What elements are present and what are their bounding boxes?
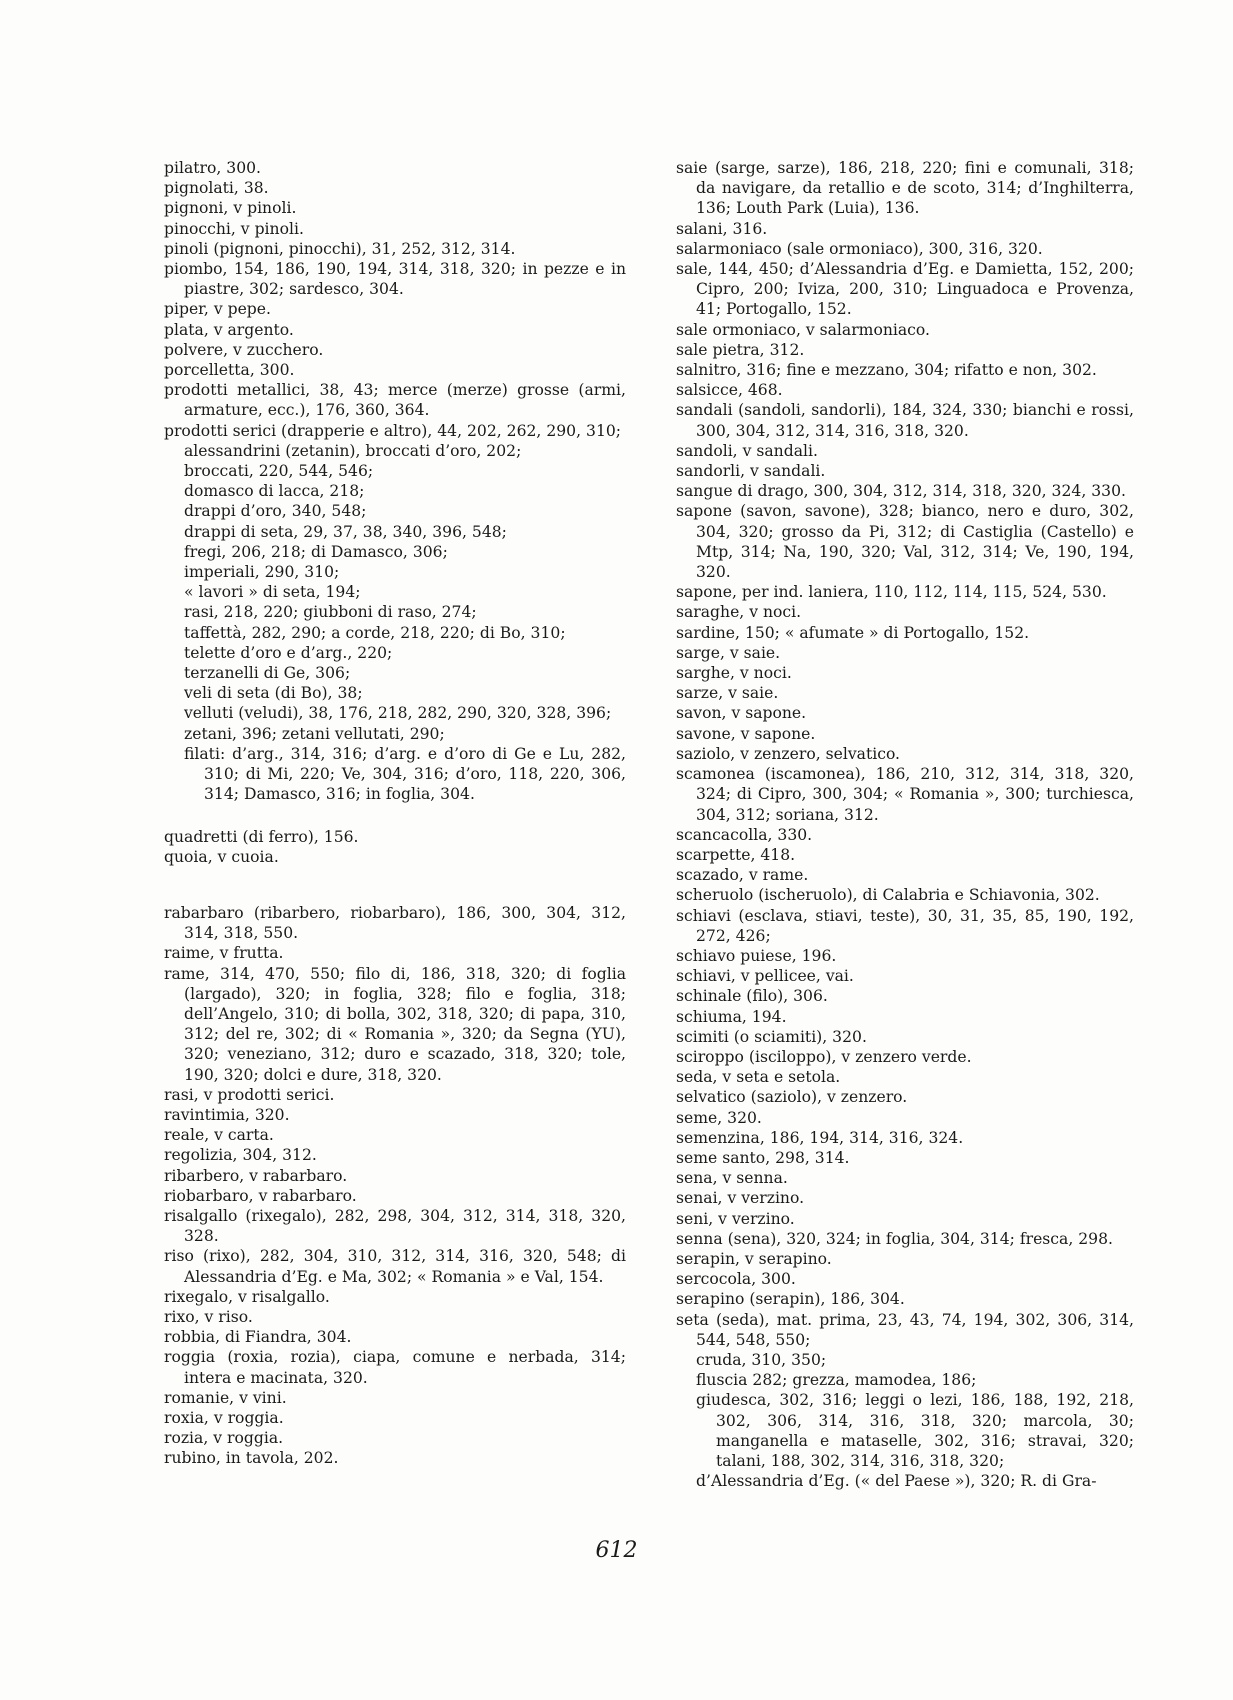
index-entry: seme santo, 298, 314. (676, 1148, 850, 1167)
index-entry: roxia, v roggia. (164, 1408, 284, 1427)
index-subentry: drappi d’oro, 340, 548; (184, 502, 367, 521)
index-entry: savone, v sapone. (676, 724, 816, 743)
index-entry: rasi, v prodotti serici. (164, 1085, 335, 1104)
index-subentry: terzanelli di Ge, 306; (184, 664, 351, 683)
index-subentry: fregi, 206, 218; di Damasco, 306; (184, 542, 448, 561)
index-entry: salnitro, 316; fine e mezzano, 304; rifatto e non, 302. (676, 361, 1097, 380)
index-entry: sale pietra, 312. (676, 340, 805, 359)
index-entry: serapin, v serapino. (676, 1249, 832, 1268)
index-entry: piper, v pepe. (164, 300, 271, 319)
index-entry: sale, 144, 450; d’Alessandria d’Eg. e Damietta, 152, 200; Cipro, 200; Iviza, 200, 310; Linguadoca e Provenza, 41; Portogallo, 152. (676, 260, 1134, 319)
left-column (164, 158, 626, 1469)
index-entry: senna (sena), 320, 324; in foglia, 304, 314; fresca, 298. (676, 1229, 1113, 1248)
index-entry: sapone (savon, savone), 328; bianco, nero e duro, 302, 304, 320; grosso da Pi, 312; di Castiglia (Castello) e Mtp, 314; Na, 190, 320; Val, 312, 314; Ve, 190, 194, 320. (676, 502, 1134, 582)
index-entry: quadretti (di ferro), 156. (164, 827, 359, 846)
index-entry: ravintimia, 320. (164, 1105, 290, 1124)
index-entry: rame, 314, 470, 550; filo di, 186, 318, 320; di foglia (largado), 320; in foglia, 328; filo e foglia, 318; dell’Angelo, 310; di bolla, 302, 318, 320; di papa, 310, 312; del re, 302; di « Romania », 320; da Segna (YU), 320; veneziano, 312; duro e scazado, 318, 320; tole, 190, 320; dolci e dure, 318, 320. (164, 964, 626, 1084)
index-subentry: telette d’oro e d’arg., 220; (184, 643, 393, 662)
index-entry: scancacolla, 330. (676, 825, 813, 844)
index-entry: regolizia, 304, 312. (164, 1146, 317, 1165)
index-entry: prodotti serici (drapperie e altro), 44, 202, 262, 290, 310; (164, 421, 622, 440)
index-entry: riso (rixo), 282, 304, 310, 312, 314, 316, 320, 548; di Alessandria d’Eg. e Ma, 302; « Romania » e Val, 154. (164, 1247, 626, 1286)
index-entry: rabarbaro (ribarbero, riobarbaro), 186, 300, 304, 312, 314, 318, 550. (164, 903, 626, 943)
index-entry: roggia (roxia, rozia), ciapa, comune e nerbada, 314; intera e macinata, 320. (164, 1348, 626, 1387)
index-entry: sarge, v saie. (676, 643, 781, 662)
index-entry: plata, v argento. (164, 320, 294, 339)
index-entry: prodotti metallici, 38, 43; merce (merze) grosse (armi, armature, ecc.), 176, 360, 364. (164, 381, 626, 420)
index-entry: sarghe, v noci. (676, 664, 792, 683)
index-entry: schiavo puiese, 196. (676, 946, 837, 965)
index-entry: sangue di drago, 300, 304, 312, 314, 318, 320, 324, 330. (676, 482, 1126, 501)
index-subentry: veli di seta (di Bo), 38; (184, 684, 363, 703)
index-entry: porcelletta, 300. (164, 361, 295, 380)
index-entry: seme, 320. (676, 1108, 762, 1127)
index-entry: sale ormoniaco, v salarmoniaco. (676, 320, 930, 339)
index-entry: sardine, 150; « afumate » di Portogallo, 152. (676, 623, 1030, 642)
index-entry: sena, v senna. (676, 1169, 788, 1188)
index-subentry: broccati, 220, 544, 546; (184, 462, 374, 481)
index-entry: scheruolo (ischeruolo), di Calabria e Schiavonia, 302. (676, 886, 1100, 905)
index-entry: sarze, v saie. (676, 684, 779, 703)
index-entry: rixo, v riso. (164, 1307, 253, 1326)
right-column (676, 158, 1134, 1491)
index-subentry: cruda, 310, 350; (696, 1350, 827, 1369)
index-entry: sapone, per ind. laniera, 110, 112, 114, 115, 524, 530. (676, 583, 1107, 602)
index-entry: selvatico (saziolo), v zenzero. (676, 1088, 908, 1107)
index-entry: schinale (filo), 306. (676, 987, 828, 1006)
index-entry: sercocola, 300. (676, 1270, 796, 1289)
index-entry: pignolati, 38. (164, 179, 269, 198)
index-entry: salsicce, 468. (676, 381, 783, 400)
index-entry: senai, v verzino. (676, 1189, 805, 1208)
index-subentry: giudesca, 302, 316; leggi o lezi, 186, 188, 192, 218, 302, 306, 314, 316, 318, 320; marcola, 30; manganella e mataselle, 302, 316; stravai, 320; talani, 188, 302, 314, 316, 318, 320; (696, 1391, 1134, 1470)
page-number: 612 (595, 1538, 638, 1563)
index-entry: piombo, 154, 186, 190, 194, 314, 318, 320; in pezze e in piastre, 302; sardesco, 304. (164, 260, 626, 299)
index-subentry: drappi di seta, 29, 37, 38, 340, 396, 548; (184, 522, 507, 541)
index-entry: raime, v frutta. (164, 944, 284, 963)
index-entry: semenzina, 186, 194, 314, 316, 324. (676, 1128, 964, 1147)
index-entry: pignoni, v pinoli. (164, 199, 297, 218)
index-entry: rubino, in tavola, 202. (164, 1449, 339, 1468)
index-entry: romanie, v vini. (164, 1388, 287, 1407)
index-entry: scazado, v rame. (676, 866, 809, 885)
index-subentry: domasco di lacca, 218; (184, 482, 365, 501)
index-entry: scamonea (iscamonea), 186, 210, 312, 314, 318, 320, 324; di Cipro, 300, 304; « Romania », 300; turchiesca, 304, 312; soriana, 312. (676, 765, 1134, 824)
index-entry: ribarbero, v rabarbaro. (164, 1166, 348, 1185)
index-entry: schiuma, 194. (676, 1007, 787, 1026)
index-entry: schiavi, v pellicee, vai. (676, 967, 854, 986)
index-entry: saie (sarge, sarze), 186, 218, 220; fini e comunali, 318; da navigare, da retallio e de scoto, 314; d’Inghilterra, 136; Louth Park (Luia), 136. (676, 159, 1134, 218)
index-entry: sandorli, v sandali. (676, 462, 826, 481)
index-entry: quoia, v cuoia. (164, 847, 279, 866)
index-subentry: imperiali, 290, 310; (184, 563, 340, 582)
index-entry: sciroppo (isciloppo), v zenzero verde. (676, 1047, 972, 1066)
index-entry: risalgallo (rixegalo), 282, 298, 304, 312, 314, 318, 320, 328. (164, 1206, 626, 1246)
index-entry: pinoli (pignoni, pinocchi), 31, 252, 312, 314. (164, 239, 516, 258)
index-entry: sandali (sandoli, sandorli), 184, 324, 330; bianchi e rossi, 300, 304, 312, 314, 316, 318, 320. (676, 401, 1134, 440)
index-subentry: zetani, 396; zetani vellutati, 290; (184, 724, 445, 743)
index-entry: scarpette, 418. (676, 845, 796, 864)
index-entry: pinocchi, v pinoli. (164, 219, 304, 238)
index-entry: salani, 316. (676, 219, 768, 238)
index-entry: savon, v sapone. (676, 704, 807, 723)
index-entry: rixegalo, v risalgallo. (164, 1287, 330, 1306)
index-entry: seta (seda), mat. prima, 23, 43, 74, 194, 302, 306, 314, 544, 548, 550; (676, 1310, 1134, 1349)
index-entry: pilatro, 300. (164, 159, 261, 177)
index-entry: seda, v seta e setola. (676, 1068, 841, 1087)
index-entry: serapino (serapin), 186, 304. (676, 1290, 905, 1309)
index-entry: robbia, di Fiandra, 304. (164, 1328, 352, 1347)
index-entry: schiavi (esclava, stiavi, teste), 30, 31, 35, 85, 190, 192, 272, 426; (676, 906, 1134, 945)
index-subentry: fluscia 282; grezza, mamodea, 186; (696, 1371, 977, 1390)
index-entry: scimiti (o sciamiti), 320. (676, 1027, 867, 1046)
index-entry: seni, v verzino. (676, 1209, 795, 1228)
index-entry: saraghe, v noci. (676, 603, 802, 622)
index-entry: reale, v carta. (164, 1126, 274, 1145)
index-entry: saziolo, v zenzero, selvatico. (676, 744, 901, 763)
index-subentry: rasi, 218, 220; giubboni di raso, 274; (184, 603, 477, 622)
index-subentry: d’Alessandria d’Eg. (« del Paese »), 320; R. di Gra- (696, 1472, 1097, 1491)
index-entry: riobarbaro, v rabarbaro. (164, 1186, 357, 1205)
index-entry: salarmoniaco (sale ormoniaco), 300, 316, 320. (676, 239, 1043, 258)
index-entry: sandoli, v sandali. (676, 441, 818, 460)
index-entry: polvere, v zucchero. (164, 340, 324, 359)
index-subentry: alessandrini (zetanin), broccati d’oro, 202; (184, 441, 522, 460)
index-subentry: velluti (veludi), 38, 176, 218, 282, 290, 320, 328, 396; (184, 704, 612, 723)
index-subentry: « lavori » di seta, 194; (184, 583, 361, 602)
index-entry: rozia, v roggia. (164, 1429, 284, 1448)
index-subentry: filati: d’arg., 314, 316; d’arg. e d’oro di Ge e Lu, 282, 310; di Mi, 220; Ve, 304, 316; d’oro, 118, 220, 306, 314; Damasco, 316; in foglia, 304. (184, 744, 626, 804)
index-subentry: taffettà, 282, 290; a corde, 218, 220; di Bo, 310; (184, 623, 566, 642)
